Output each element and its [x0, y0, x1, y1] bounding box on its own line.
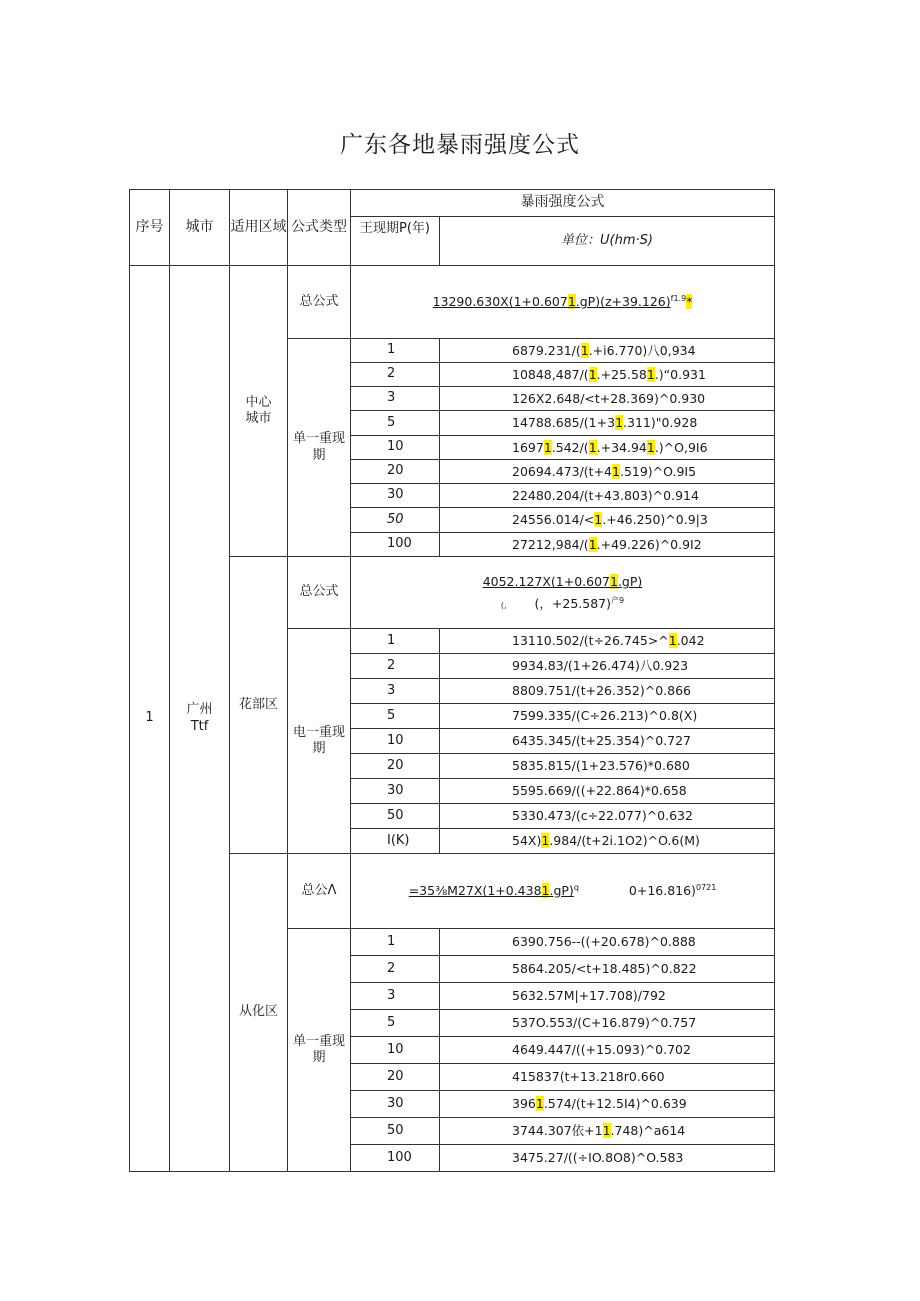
single-period-label: 单一重现 期	[288, 929, 351, 1172]
single-formula: 3475.27/((÷IO.8O8)^O.583	[440, 1145, 775, 1172]
return-period: 50	[351, 804, 440, 829]
single-formula: 6435.345/(t+25.354)^0.727	[440, 729, 775, 754]
return-period: 5	[351, 1010, 440, 1037]
region-name: 花部区	[230, 557, 288, 854]
total-formula: $13290.630X(1+0.6071.gP)(z+39.126)^{f1.9}*$	[351, 266, 775, 339]
return-period: 5	[351, 411, 440, 436]
single-formula: 10848,487/(1.+25.581.)“0.931	[440, 363, 775, 387]
return-period: 2	[351, 654, 440, 679]
return-period: 3	[351, 983, 440, 1010]
return-period: 50	[351, 508, 440, 533]
single-formula: 20694.473/(t+41.519)^O.9I5	[440, 460, 775, 484]
single-formula: 5595.669/((+22.864)*0.658	[440, 779, 775, 804]
return-period: 20	[351, 754, 440, 779]
region-name: 中心 城市	[230, 266, 288, 557]
header-period: 王现期P(年)	[351, 217, 440, 266]
page-title: 广东各地暴雨强度公式	[340, 132, 580, 158]
single-period-label: 单一重现 期	[288, 339, 351, 557]
header-area: 适用区域	[230, 190, 288, 266]
header-formula-group: 暴雨强度公式	[351, 190, 775, 217]
single-formula: 537O.553/(C+16.879)^0.757	[440, 1010, 775, 1037]
total-formula: 4052.127X(1+0.6071.gP) (, (，+25.587)$^{产9}$	[351, 557, 775, 629]
return-period: 2	[351, 363, 440, 387]
return-period: I(K)	[351, 829, 440, 854]
single-formula: 4649.447/((+15.093)^0.702	[440, 1037, 775, 1064]
header-city: 城市	[170, 190, 230, 266]
total-formula-label: 总公Λ	[288, 854, 351, 929]
single-formula: 6390.756--((+20.678)^0.888	[440, 929, 775, 956]
header-formula-type: 公式类型	[288, 190, 351, 266]
single-formula: 9934.83/(1+26.474)八0.923	[440, 654, 775, 679]
single-formula: 27212,984/(1.+49.226)^0.9I2	[440, 533, 775, 557]
total-formula-label: 总公式	[288, 266, 351, 339]
seq-cell: 1	[130, 266, 170, 1172]
single-formula: 415837(t+13.218r0.660	[440, 1064, 775, 1091]
return-period: 1	[351, 629, 440, 654]
single-formula: 5330.473/(c÷22.077)^0.632	[440, 804, 775, 829]
single-formula: 14788.685/(1+31.311)"0.928	[440, 411, 775, 436]
return-period: 100	[351, 1145, 440, 1172]
return-period: 2	[351, 956, 440, 983]
single-formula: 22480.204/(t+43.803)^0.914	[440, 484, 775, 508]
region-name: 从化区	[230, 854, 288, 1172]
single-period-label: 电一重现 期	[288, 629, 351, 854]
return-period: 1	[351, 929, 440, 956]
total-formula: $=35\frac{3}{8}M27X(1+0.4381.gP)^q$ 0+16.816)$^{0721}$	[351, 854, 775, 929]
single-formula: 3961.574/(t+12.5I4)^0.639	[440, 1091, 775, 1118]
single-formula: 3744.307依+11.748)^a614	[440, 1118, 775, 1145]
return-period: 30	[351, 1091, 440, 1118]
return-period: 3	[351, 679, 440, 704]
single-formula: 5835.815/(1+23.576)*0.680	[440, 754, 775, 779]
single-formula: 24556.014/<1.+46.250)^0.9|3	[440, 508, 775, 533]
single-formula: 13110.502/(t÷26.745>^1.042	[440, 629, 775, 654]
return-period: 20	[351, 1064, 440, 1091]
return-period: 20	[351, 460, 440, 484]
rainfall-formula-table	[129, 189, 775, 1172]
return-period: 3	[351, 387, 440, 411]
single-formula: 16971.542/(1.+34.941.)^O,9I6	[440, 436, 775, 460]
single-formula: 8809.751/(t+26.352)^0.866	[440, 679, 775, 704]
city-cell: 广州 Ttf	[170, 266, 230, 1172]
header-unit: 单位：U(hm·S)	[440, 217, 775, 266]
total-formula-label: 总公式	[288, 557, 351, 629]
return-period: 30	[351, 779, 440, 804]
return-period: 100	[351, 533, 440, 557]
single-formula: 7599.335/(C÷26.213)^0.8(X)	[440, 704, 775, 729]
single-formula: 126X2.648/<t+28.369)^0.930	[440, 387, 775, 411]
header-seq: 序号	[130, 190, 170, 266]
single-formula: 5864.205/<t+18.485)^0.822	[440, 956, 775, 983]
return-period: 30	[351, 484, 440, 508]
single-formula: 5632.57M|+17.708)/792	[440, 983, 775, 1010]
single-formula: 54X)1.984/(t+2i.1O2)^O.6(M)	[440, 829, 775, 854]
return-period: 5	[351, 704, 440, 729]
single-formula: 6879.231/(1.+i6.770)八0,934	[440, 339, 775, 363]
return-period: 1	[351, 339, 440, 363]
return-period: 50	[351, 1118, 440, 1145]
return-period: 10	[351, 436, 440, 460]
return-period: 10	[351, 1037, 440, 1064]
return-period: 10	[351, 729, 440, 754]
